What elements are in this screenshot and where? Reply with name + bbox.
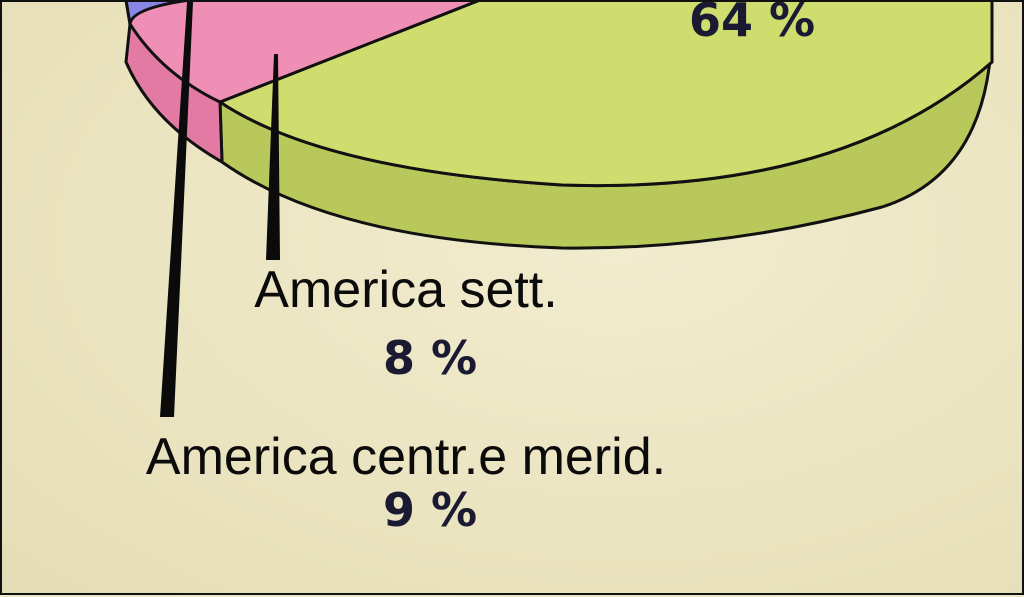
data-label-america-sett: 8 % [382, 331, 478, 385]
data-label-64: 64 % [688, 2, 816, 47]
data-label-america-centr-merid: 9 % [382, 483, 478, 537]
slice-label-america-centr-merid: America centr.e merid. [145, 428, 667, 486]
slice-label-america-sett: America sett. [254, 261, 558, 319]
pie-chart [2, 2, 1024, 597]
